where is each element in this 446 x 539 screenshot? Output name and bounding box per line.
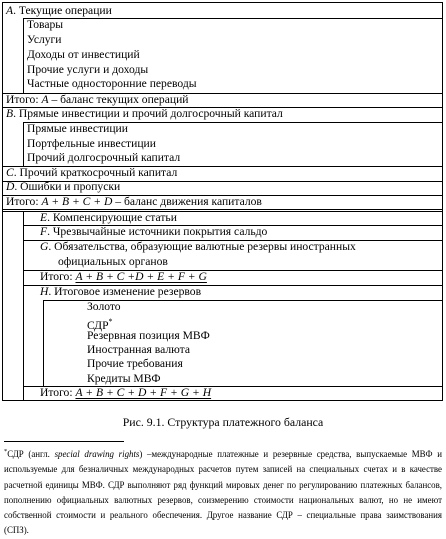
list-item: Товары xyxy=(27,18,64,31)
footnote: *СДР (англ. special drawing rights) –международные платежные и резервные средства, выпускаемые МВФ и используемые для безналичных международных расчетов путем записей на специальных счетах и в качестве расчетной единицы МВФ. СДР выполняют ряд функций мировых денег по регулированию платежных балансов, пополнению официальных валютных резервов, соизмерению стоимости национальных валют, но не имеют собственной стоимости и реального обеспечения. Другое название СДР – специальные права заимствования (СПЗ). xyxy=(4,448,442,536)
list-item: Частные односторонние переводы xyxy=(27,77,197,90)
list-item: Кредиты МВФ xyxy=(87,372,161,385)
total-to-g: Итого: A + B + C +D + E + F + G xyxy=(40,270,207,283)
footnote-separator xyxy=(4,441,124,442)
section-g-title: G. Обязательства, образующие валютные резервы иностранных xyxy=(40,240,356,253)
rule-bottom xyxy=(2,400,443,401)
section-e-title: E. Компенсирующие статьи xyxy=(40,211,177,224)
h-indent-line xyxy=(43,301,44,386)
section-b-title: B. Прямые инвестиции и прочий долгосрочный капитал xyxy=(6,107,283,120)
list-item: Резервная позиция МВФ xyxy=(87,329,210,342)
section-h-title: H. Итоговое изменение резервов xyxy=(40,285,202,298)
section-c-title: C. Прочий краткосрочный капитал xyxy=(6,166,178,179)
list-item: Прочие требования xyxy=(87,357,183,370)
total-overall: Итого: A + B + C + D + F + G + H xyxy=(40,386,212,399)
table-left-border xyxy=(2,2,3,401)
list-item: Золото xyxy=(87,300,121,313)
list-item: Прочий долгосрочный капитал xyxy=(27,151,181,164)
list-item: Услуги xyxy=(27,33,62,46)
section-a-title: A. Текущие операции xyxy=(6,4,112,17)
figure-caption: Рис. 9.1. Структура платежного баланса xyxy=(122,415,324,429)
section-g-title-line2: официальных органов xyxy=(58,255,168,268)
total-capital-account: Итого: A + B + C + D – баланс движения капиталов xyxy=(6,195,262,208)
list-item: Доходы от инвестиций xyxy=(27,48,140,61)
list-item: Иностранная валюта xyxy=(87,343,190,356)
list-item: СДР* xyxy=(87,317,113,332)
list-item: Прямые инвестиции xyxy=(27,122,128,135)
a-indent-line xyxy=(23,18,24,93)
rule-a xyxy=(23,18,443,19)
table-right-border xyxy=(442,2,443,401)
list-item: Портфельные инвестиции xyxy=(27,137,156,150)
section-d-title: D. Ошибки и пропуски xyxy=(6,180,121,193)
section-f-title: F. Чрезвычайные источники покрытия сальдо xyxy=(40,225,268,238)
b-indent-line xyxy=(23,122,24,166)
total-current-account: Итого: A – баланс текущих операций xyxy=(6,93,189,106)
list-item: Прочие услуги и доходы xyxy=(27,63,149,76)
balance-structure-table xyxy=(2,2,443,401)
